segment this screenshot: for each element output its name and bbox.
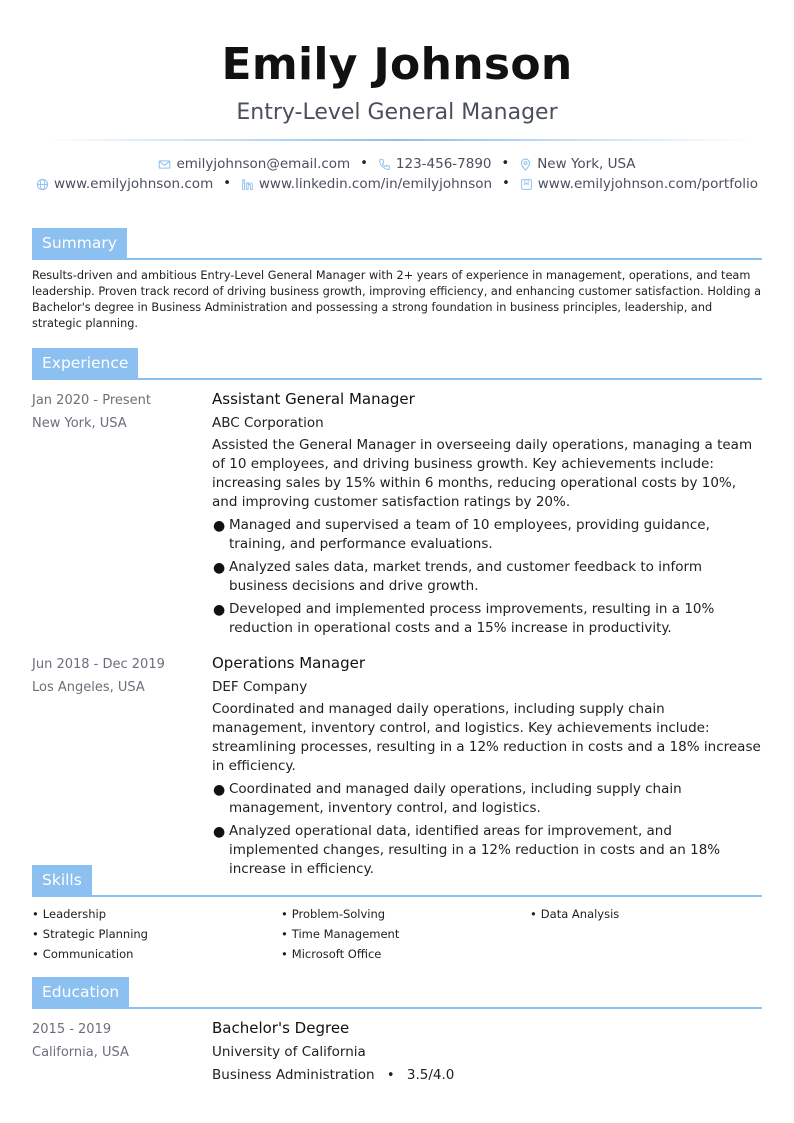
bullet-icon: ● xyxy=(213,824,226,840)
skill-label: Data Analysis xyxy=(540,907,620,921)
section-title-skills: Skills xyxy=(32,865,92,895)
achievement-text: Developed and implemented process improvements, resulting in a 10% reduction in operational costs and a 15% increase in productivity. xyxy=(229,601,715,636)
bullet-icon: • xyxy=(281,927,288,941)
section-header xyxy=(32,228,762,260)
contact-info xyxy=(0,154,794,194)
education-entry xyxy=(32,1017,762,1087)
company-name: DEF Company xyxy=(212,679,308,695)
separator-dot: • xyxy=(223,176,231,191)
summary-section xyxy=(32,228,762,332)
achievement-text: Coordinated and managed daily operations, including supply chain management, inventory control, and logistics. xyxy=(229,781,682,816)
bullet-icon: • xyxy=(32,947,39,961)
section-title-summary: Summary xyxy=(32,228,127,258)
map-pin-icon xyxy=(519,158,532,171)
entry-details xyxy=(212,1017,762,1087)
section-divider xyxy=(32,895,762,897)
achievement-text: Analyzed sales data, market trends, and customer feedback to inform business decisions and drive growth. xyxy=(229,559,703,594)
entry-meta xyxy=(32,388,212,642)
job-description: Coordinated and managed daily operations, including supply chain management, inventory control, and logistics. Key achievements include: streamlining processes, resulting in a 12% reduction in costs and a 18% increase in efficiency. xyxy=(212,701,761,774)
skill-label: Strategic Planning xyxy=(42,927,148,941)
job-achievements xyxy=(212,516,762,638)
header-divider xyxy=(42,139,752,141)
separator-dot: • xyxy=(386,1068,395,1083)
contact-row-links xyxy=(0,174,794,194)
skill-placeholder xyxy=(530,924,762,944)
separator-dot: • xyxy=(502,176,510,191)
bullet-icon: • xyxy=(32,927,39,941)
website-text: www.emilyjohnson.com xyxy=(54,176,214,192)
bullet-icon: • xyxy=(32,907,39,921)
contact-location xyxy=(519,154,635,174)
list-item xyxy=(212,780,762,818)
skill-item xyxy=(281,924,530,944)
contact-row-primary xyxy=(0,154,794,174)
bullet-icon: • xyxy=(281,947,288,961)
phone-icon xyxy=(378,158,391,171)
skill-item xyxy=(32,904,281,924)
skills-list xyxy=(32,904,762,964)
section-header xyxy=(32,977,762,1009)
education-dates: 2015 - 2019 xyxy=(32,1022,112,1037)
contact-website[interactable] xyxy=(36,174,213,194)
bullet-icon: • xyxy=(281,907,288,921)
section-title-education: Education xyxy=(32,977,129,1007)
contact-phone[interactable] xyxy=(378,154,492,174)
portfolio-icon xyxy=(520,178,533,191)
skill-label: Problem-Solving xyxy=(291,907,386,921)
achievement-text: Analyzed operational data, identified areas for improvement, and implemented changes, resulting in a 12% reduction in costs and an 18% increase in efficiency. xyxy=(229,823,721,877)
skill-label: Communication xyxy=(42,947,134,961)
entry-meta xyxy=(32,652,212,883)
experience-section xyxy=(32,348,762,883)
skill-item xyxy=(281,944,530,964)
experience-entry xyxy=(32,652,762,883)
job-dates: Jan 2020 - Present xyxy=(32,393,151,408)
contact-email[interactable] xyxy=(158,154,350,174)
separator-dot: • xyxy=(501,156,510,171)
skill-item xyxy=(281,904,530,924)
location-text: New York, USA xyxy=(537,156,636,172)
field-and-gpa xyxy=(212,1064,762,1087)
section-divider xyxy=(32,258,762,260)
resume-header xyxy=(0,0,794,194)
company-name: ABC Corporation xyxy=(212,415,324,431)
bullet-icon: ● xyxy=(213,602,226,618)
job-location: Los Angeles, USA xyxy=(32,680,145,695)
section-title-experience: Experience xyxy=(32,348,138,378)
bullet-icon: ● xyxy=(213,560,226,576)
list-item xyxy=(212,558,762,596)
job-dates: Jun 2018 - Dec 2019 xyxy=(32,657,165,672)
section-header xyxy=(32,865,762,897)
gpa-value: 3.5/4.0 xyxy=(406,1067,455,1083)
skills-section xyxy=(32,865,762,964)
contact-linkedin[interactable] xyxy=(241,174,492,194)
degree-title: Bachelor's Degree xyxy=(212,1019,350,1037)
entry-meta xyxy=(32,1017,212,1087)
job-location: New York, USA xyxy=(32,416,127,431)
education-section xyxy=(32,977,762,1087)
entry-details xyxy=(212,388,762,642)
skill-label: Time Management xyxy=(291,927,400,941)
job-title: Assistant General Manager xyxy=(212,390,415,408)
skill-label: Leadership xyxy=(42,907,107,921)
globe-icon xyxy=(36,178,49,191)
education-location: California, USA xyxy=(32,1045,129,1060)
skill-item xyxy=(530,904,762,924)
section-divider xyxy=(32,378,762,380)
envelope-icon xyxy=(158,158,171,171)
skill-item xyxy=(32,944,281,964)
list-item xyxy=(212,600,762,638)
email-text: emilyjohnson@email.com xyxy=(176,156,351,172)
list-item xyxy=(212,516,762,554)
summary-text: Results-driven and ambitious Entry-Level General Manager with 2+ years of experience in management, operations, and team leadership. Proven track record of driving business growth, improving efficiency, and enhancing customer satisfaction. Holding a Bachelor's degree in Business Administration and possessing a strong foundation in business principles, leadership, and strategic planning. xyxy=(32,269,762,330)
achievement-text: Managed and supervised a team of 10 employees, providing guidance, training, and performance evaluations. xyxy=(229,517,710,552)
job-title: Operations Manager xyxy=(212,654,365,672)
bullet-icon: ● xyxy=(213,518,226,534)
skill-label: Microsoft Office xyxy=(291,947,382,961)
contact-portfolio[interactable] xyxy=(520,174,758,194)
candidate-name: Emily Johnson xyxy=(221,39,573,90)
linkedin-icon xyxy=(241,178,254,191)
skill-item xyxy=(32,924,281,944)
section-header xyxy=(32,348,762,380)
candidate-title: Entry-Level General Manager xyxy=(236,100,558,125)
section-divider xyxy=(32,1007,762,1009)
phone-text: 123-456-7890 xyxy=(395,156,492,172)
field-of-study: Business Administration xyxy=(212,1067,375,1083)
job-description: Assisted the General Manager in overseeing daily operations, managing a team of 10 employees, and driving business growth. Key achievements include: increasing sales by 15% within 6 months, reducing operational costs by 10%, and improving customer satisfaction ratings by 20%. xyxy=(212,437,753,510)
experience-entry xyxy=(32,388,762,642)
linkedin-text: www.linkedin.com/in/emilyjohnson xyxy=(258,176,493,192)
separator-dot: • xyxy=(360,156,368,171)
school-name: University of California xyxy=(212,1044,366,1060)
bullet-icon: ● xyxy=(213,782,226,798)
portfolio-text: www.emilyjohnson.com/portfolio xyxy=(537,176,758,192)
bullet-icon: • xyxy=(530,907,537,921)
entry-details xyxy=(212,652,762,883)
